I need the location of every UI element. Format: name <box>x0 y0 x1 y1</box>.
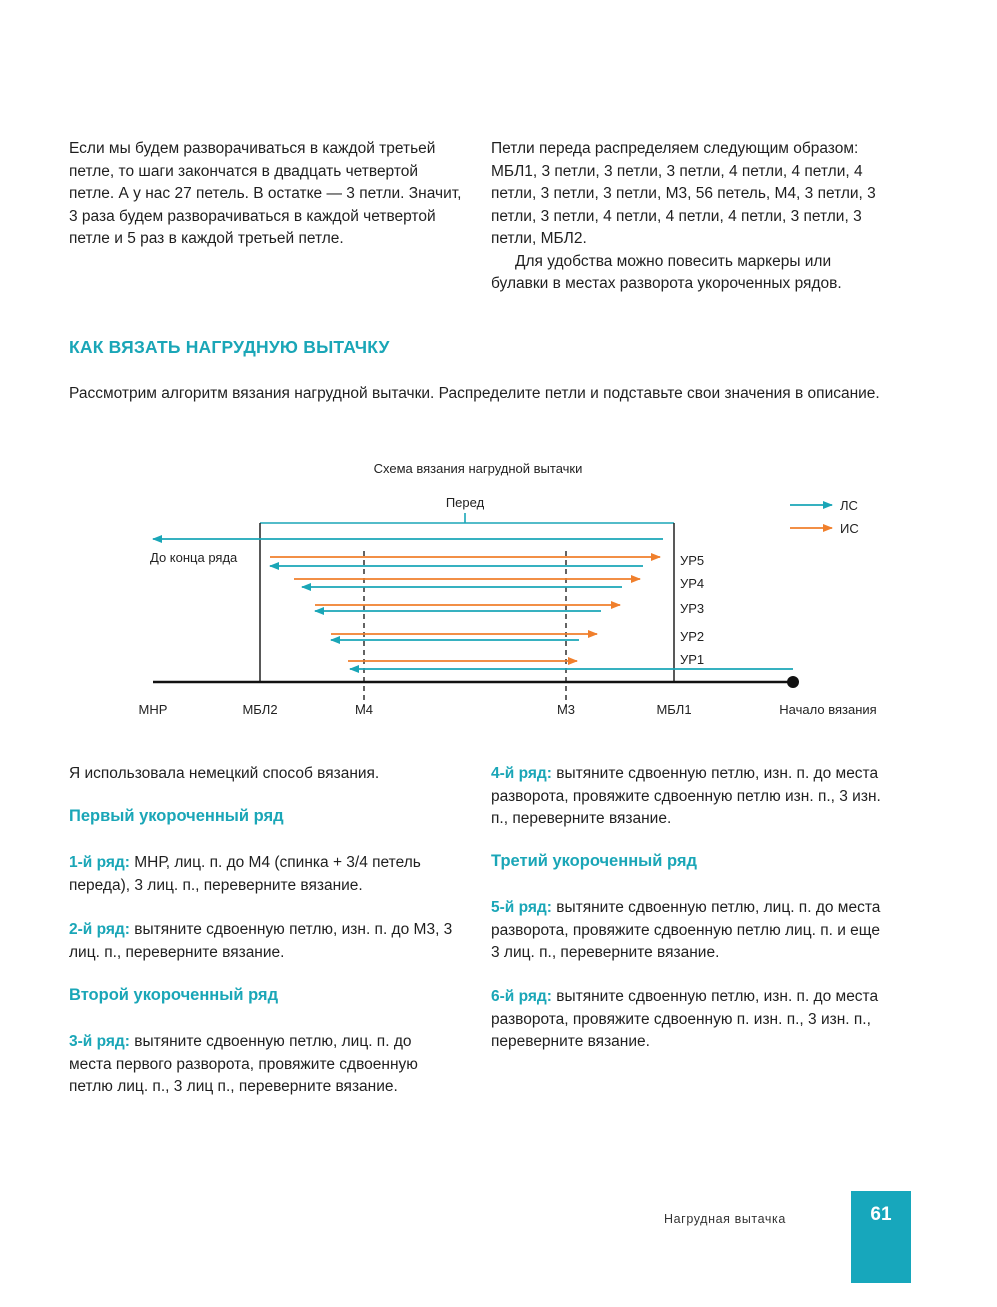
start-dot <box>787 676 799 688</box>
loop-distribution-text: Петли переда распределяем следующим образом: МБЛ1, 3 петли, 3 петли, 3 петли, 4 петли, 4 петли, 4 петли, 3 петли, 3 петли, М3, 56 петель, М4, 3 петли, 3 петли, 3 петли, 4 петли, 4 петли, 4 петли, 3 петли, 3 петли, МБЛ2. <box>491 140 876 247</box>
axis-label-start: Начало вязания <box>779 702 877 717</box>
chapter-footer: Нагрудная вытачка <box>664 1212 786 1226</box>
row-6-instruction <box>491 986 891 1054</box>
row-1-instruction <box>69 852 461 897</box>
to-end-label: До конца ряда <box>150 550 238 565</box>
row-3-instruction <box>69 1031 454 1099</box>
row-3-label: 3-й ряд: <box>69 1033 130 1050</box>
row-2-instruction <box>69 919 461 964</box>
row-label-ur3: УР3 <box>680 601 705 616</box>
row-2-label: 2-й ряд: <box>69 921 130 938</box>
bust-dart-diagram <box>0 450 997 740</box>
row-3-text: вытяните сдвоенную петлю, лиц. п. до места первого разворота, провяжите сдвоенную петлю лиц. п., 3 лиц п., переверните вязание. <box>69 1033 418 1095</box>
row-5-label: 5-й ряд: <box>491 899 552 916</box>
row-6-text: вытяните сдвоенную петлю, изн. п. до места разворота, провяжите сдвоенную п. изн. п., 3 изн. п., переверните вязание. <box>491 988 879 1050</box>
top-left-paragraph <box>69 138 465 251</box>
row-label-ur2: УР2 <box>680 629 705 644</box>
row-5-text: вытяните сдвоенную петлю, лиц. п. до места разворота, провяжите сдвоенную петлю лиц. п. и еще 3 лиц. п., переверните вязание. <box>491 899 881 961</box>
markers-tip-text: Для удобства можно повесить маркеры или булавки в местах разворота укороченных рядов. <box>491 252 842 292</box>
page-number: 61 <box>870 1204 892 1225</box>
third-short-row-heading: Третий укороченный ряд <box>491 852 697 870</box>
german-method-text: Я использовала немецкий способ вязания. <box>69 765 380 782</box>
section-title: КАК ВЯЗАТЬ НАГРУДНУЮ ВЫТАЧКУ <box>69 337 390 357</box>
first-short-row-heading: Первый укороченный ряд <box>69 807 284 825</box>
row-4-label: 4-й ряд: <box>491 765 552 782</box>
axis-label-mbl2: МБЛ2 <box>242 702 278 717</box>
axis-label-mnr: МНР <box>138 702 168 717</box>
row-1-text: МНР, лиц. п. до М4 (спинка + 3/4 петель переда), 3 лиц. п., переверните вязание. <box>69 854 421 894</box>
row-6-label: 6-й ряд: <box>491 988 552 1005</box>
top-left-text: Если мы будем разворачиваться в каждой третьей петле, то шаги закончатся в двадцать четвертой петле. А у нас 27 петель. В остатке — 3 петли. Значит, 3 раза будем разворачиваться в каждой четвертой петле и 5 раз в каждой третьей петле. <box>69 140 462 247</box>
row-label-ur5: УР5 <box>680 553 705 568</box>
row-4-text: вытяните сдвоенную петлю, изн. п. до места разворота, провяжите сдвоенную петлю изн. п., 3 изн. п., переверните вязание. <box>491 765 881 827</box>
second-short-row-heading: Второй укороченный ряд <box>69 986 279 1004</box>
legend-rs-label: ЛС <box>840 498 858 513</box>
top-right-paragraphs <box>491 138 891 296</box>
axis-label-mbl1: МБЛ1 <box>656 702 692 717</box>
diagram-title: Схема вязания нагрудной вытачки <box>373 461 583 476</box>
row-5-instruction <box>491 897 883 965</box>
row-4-instruction <box>491 763 883 831</box>
row-2-text: вытяните сдвоенную петлю, изн. п. до М3, 3 лиц. п., переверните вязание. <box>69 921 453 961</box>
intro-text: Рассмотрим алгоритм вязания нагрудной вытачки. Распределите петли и подставьте свои значения в описание. <box>69 385 880 402</box>
axis-label-m4: М4 <box>354 702 374 717</box>
front-label: Перед <box>445 495 485 510</box>
axis-label-m3: М3 <box>556 702 576 717</box>
page-number-box <box>851 1191 911 1283</box>
row-label-ur1: УР1 <box>680 652 705 667</box>
legend-ws-label: ИС <box>840 521 859 536</box>
row-1-label: 1-й ряд: <box>69 854 130 871</box>
row-label-ur4: УР4 <box>680 576 705 591</box>
